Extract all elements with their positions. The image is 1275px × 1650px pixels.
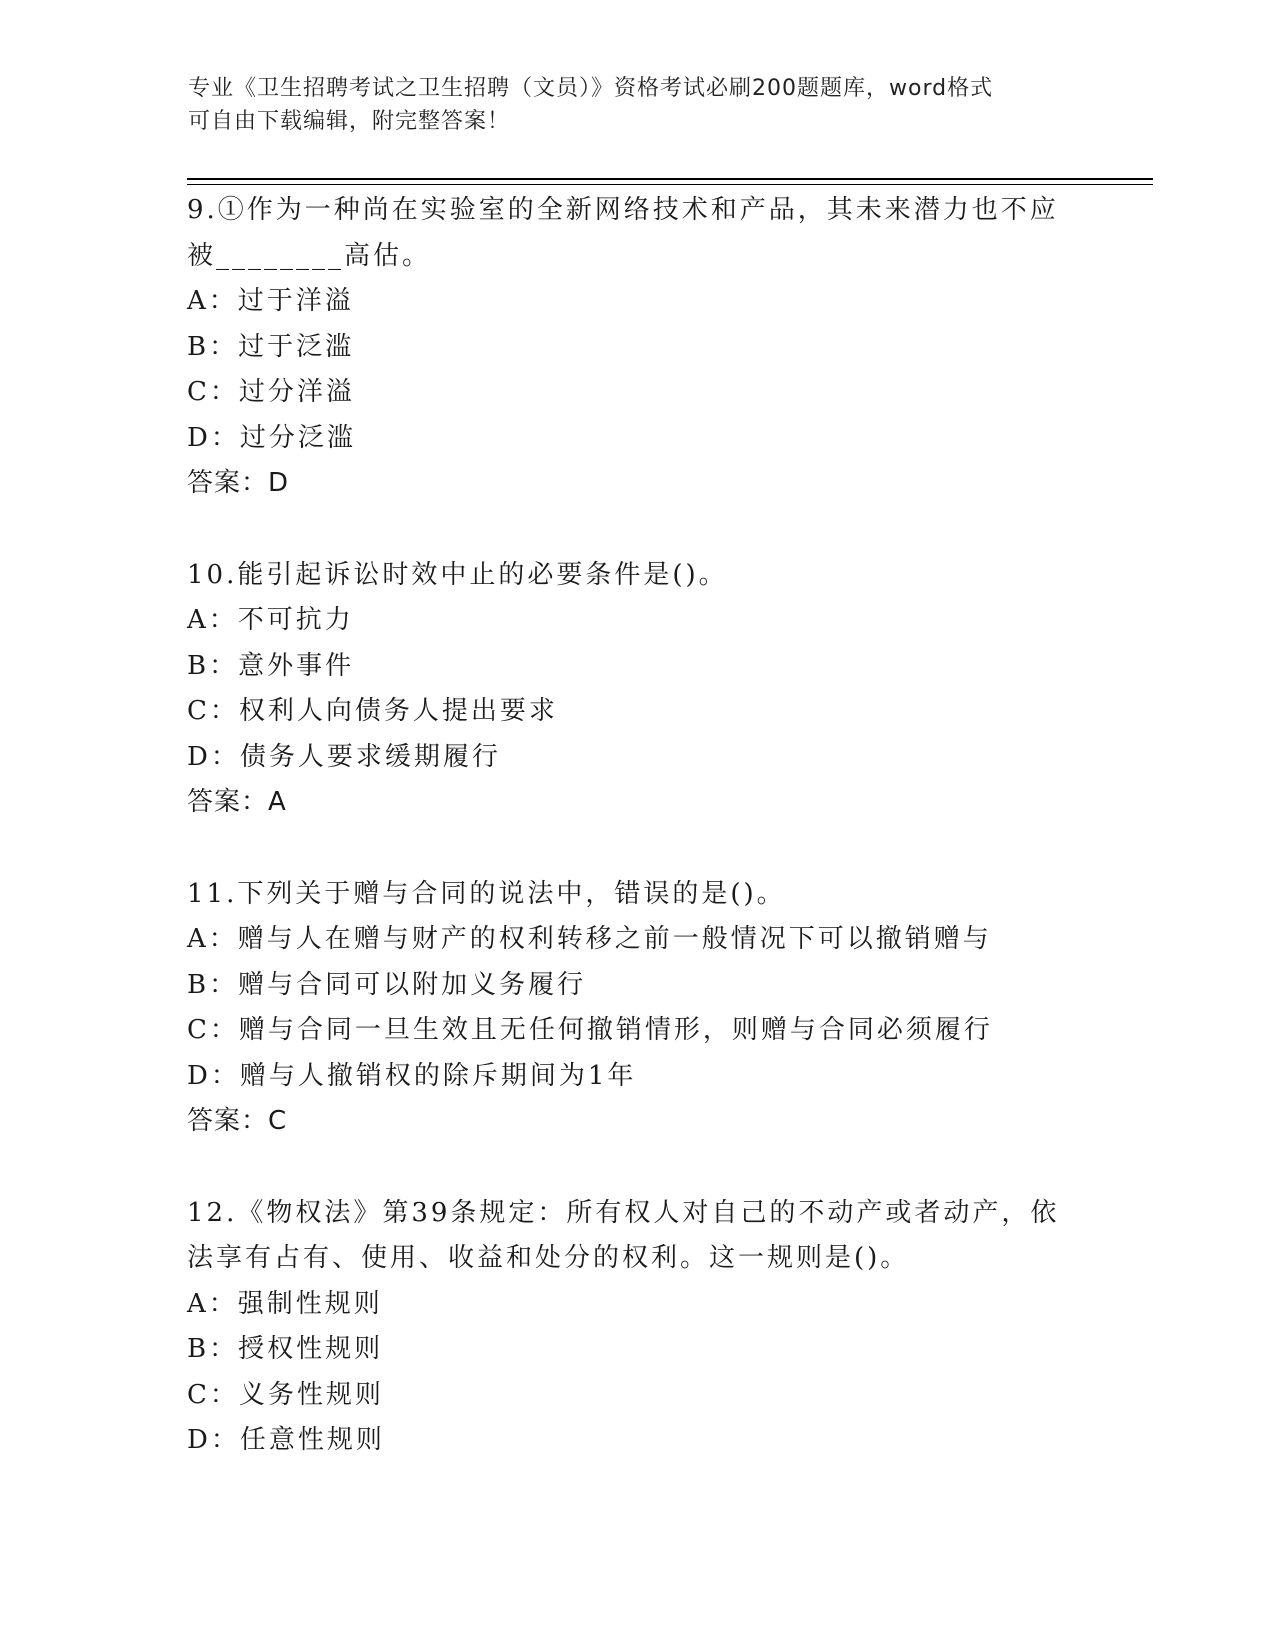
option-b: B：过于泛滥 xyxy=(187,331,355,362)
document-header xyxy=(188,72,1068,138)
header-line-1: 专业《卫生招聘考试之卫生招聘（文员）》资格考试必刷200题题库，word格式 xyxy=(188,76,994,101)
option-c: C：义务性规则 xyxy=(187,1379,384,1410)
stem-line: 10.能引起诉讼时效中止的必要条件是()。 xyxy=(187,559,728,590)
stem-line: 被________高估。 xyxy=(187,240,432,271)
question-list xyxy=(187,188,1067,1510)
option-a: A：赠与人在赠与财产的权利转移之前一般情况下可以撤销赠与 xyxy=(187,924,992,954)
option-d: D：债务人要求缓期履行 xyxy=(187,741,501,772)
question-12 xyxy=(187,1191,1067,1464)
question-stem xyxy=(187,553,1067,599)
answer-line: 答案：C xyxy=(187,1106,288,1136)
stem-line: 9.①作为一种尚在实验室的全新网络技术和产品，其未来潜力也不应 xyxy=(187,195,1059,225)
answer-line: 答案：D xyxy=(187,468,290,498)
question-stem xyxy=(187,872,1067,918)
option-a: A：过于洋溢 xyxy=(187,286,354,316)
stem-line: 法享有占有、使用、收益和处分的权利。这一规则是()。 xyxy=(187,1243,910,1273)
option-b: B：赠与合同可以附加义务履行 xyxy=(187,969,587,1000)
answer-line: 答案：A xyxy=(187,787,287,817)
header-line-2: 可自由下载编辑，附完整答案！ xyxy=(188,109,511,134)
question-10 xyxy=(187,553,1067,826)
stem-line: 12.《物权法》第39条规定：所有权人对自己的不动产或者动产，依 xyxy=(187,1197,1060,1228)
question-stem xyxy=(187,188,1067,279)
option-a: A：强制性规则 xyxy=(187,1288,383,1319)
header-divider-thick xyxy=(187,178,1153,180)
option-d: D：赠与人撤销权的除斥期间为1年 xyxy=(187,1060,637,1091)
option-c: C：权利人向债务人提出要求 xyxy=(187,696,558,726)
header-divider-thin xyxy=(187,184,1153,185)
option-a: A：不可抗力 xyxy=(187,605,354,635)
option-d: D：过分泛滥 xyxy=(187,422,356,453)
option-d: D：任意性规则 xyxy=(187,1425,385,1455)
question-stem xyxy=(187,1191,1067,1282)
option-c: C：赠与合同一旦生效且无任何撤销情形，则赠与合同必须履行 xyxy=(187,1015,993,1045)
question-11 xyxy=(187,872,1067,1145)
stem-line: 11.下列关于赠与合同的说法中，错误的是()。 xyxy=(187,878,786,909)
option-c: C：过分洋溢 xyxy=(187,377,355,407)
option-b: B：授权性规则 xyxy=(187,1334,384,1364)
option-b: B：意外事件 xyxy=(187,650,355,681)
question-9 xyxy=(187,188,1067,507)
